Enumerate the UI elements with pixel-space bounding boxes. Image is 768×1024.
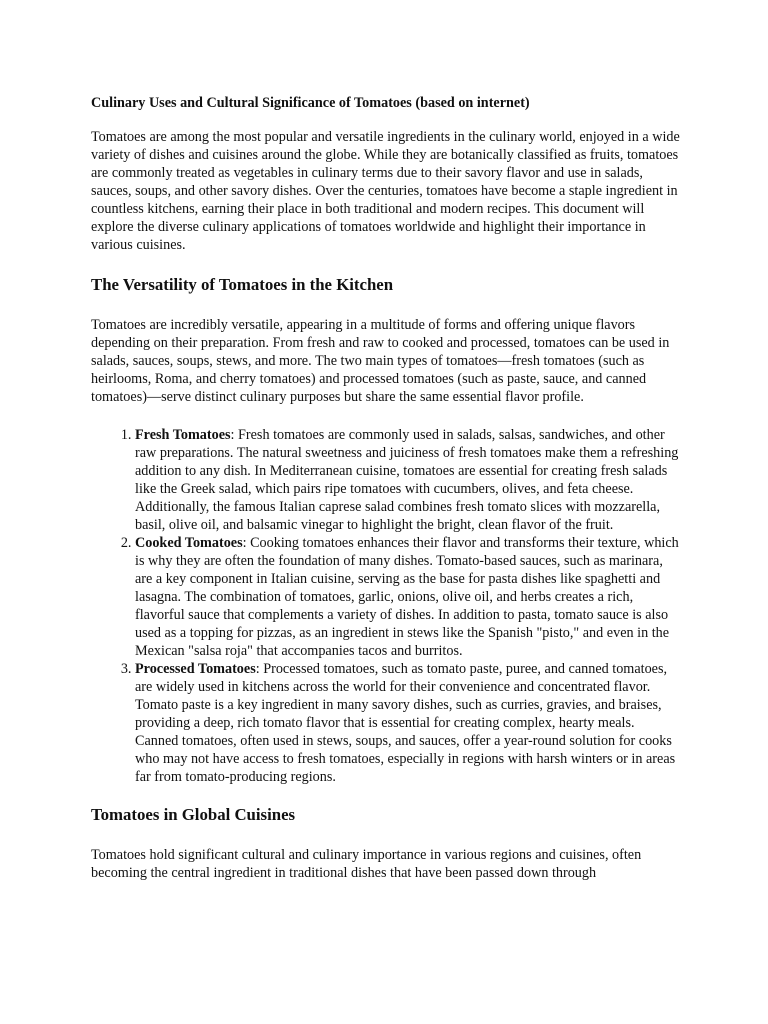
list-item-text: : Fresh tomatoes are commonly used in salads, salsas, sandwiches, and other raw preparations. The natural sweetness and juiciness of fresh tomatoes make them a refreshing addition to any dish. In Mediterranean cuisine, tomatoes are essential for creating fresh salads like the Greek salad, which pairs ripe tomatoes with cucumbers, olives, and feta cheese. Additionally, the famous Italian caprese salad combines fresh tomato slices with mozzarella, basil, olive oil, and balsamic vinegar to highlight the bright, clean flavor of the fruit. [135,427,679,533]
section-heading-global-cuisines: Tomatoes in Global Cuisines [91,805,296,824]
document-title: Culinary Uses and Cultural Significance of Tomatoes (based on internet) [91,95,530,111]
list-item [135,426,681,534]
list-item-title: Fresh Tomatoes [135,427,231,443]
list-item-text: : Cooking tomatoes enhances their flavor and transforms their texture, which is why they are often the foundation of many dishes. Tomato-based sauces, such as marinara, are a key component in Italian cuisine, serving as the base for pasta dishes like spaghetti and lasagna. The combination of tomatoes, garlic, onions, olive oil, and herbs creates a rich, flavorful sauce that complements a variety of dishes. In addition to pasta, tomato sauce is also used as a topping for pizzas, as an ingredient in stews like the Spanish "pisto," and even in the Mexican "salsa roja" that accompanies tacos and burritos. [135,535,679,659]
intro-paragraph: Tomatoes are among the most popular and versatile ingredients in the culinary world, enjoyed in a wide variety of dishes and cuisines around the globe. While they are botanically classified as fruits, tomatoes are commonly treated as vegetables in culinary terms due to their savory flavor and use in salads, sauces, soups, and other savory dishes. Over the centuries, tomatoes have become a staple ingredient in countless kitchens, earning their place in both traditional and modern recipes. This document will explore the diverse culinary applications of tomatoes worldwide and highlight their importance in various cuisines. [91,129,680,253]
global-cuisines-paragraph: Tomatoes hold significant cultural and culinary importance in various regions and cuisines, often becoming the central ingredient in traditional dishes that have been passed down through [91,847,642,881]
tomato-types-list [91,426,681,786]
list-item-title: Cooked Tomatoes [135,535,243,551]
list-item [135,534,681,660]
document-page [91,94,681,902]
section-heading-versatility: The Versatility of Tomatoes in the Kitchen [91,275,394,294]
list-item-title: Processed Tomatoes [135,661,256,677]
versatility-paragraph: Tomatoes are incredibly versatile, appearing in a multitude of forms and offering unique flavors depending on their preparation. From fresh and raw to cooked and processed, tomatoes can be used in salads, sauces, soups, stews, and more. The two main types of tomatoes—fresh tomatoes (such as heirlooms, Roma, and cherry tomatoes) and processed tomatoes (such as paste, sauce, and canned tomatoes)—serve distinct culinary purposes but share the same essential flavor profile. [91,317,670,405]
list-item-text: : Processed tomatoes, such as tomato paste, puree, and canned tomatoes, are widely used in kitchens across the world for their convenience and concentrated flavor. Tomato paste is a key ingredient in many savory dishes, such as curries, gravies, and braises, providing a deep, rich tomato flavor that is essential for creating complex, hearty meals. Canned tomatoes, often used in stews, soups, and sauces, offer a year-round solution for cooks who may not have access to fresh tomatoes, especially in regions with harsh winters or in areas far from tomato-producing regions. [135,661,676,785]
list-item [135,660,681,786]
